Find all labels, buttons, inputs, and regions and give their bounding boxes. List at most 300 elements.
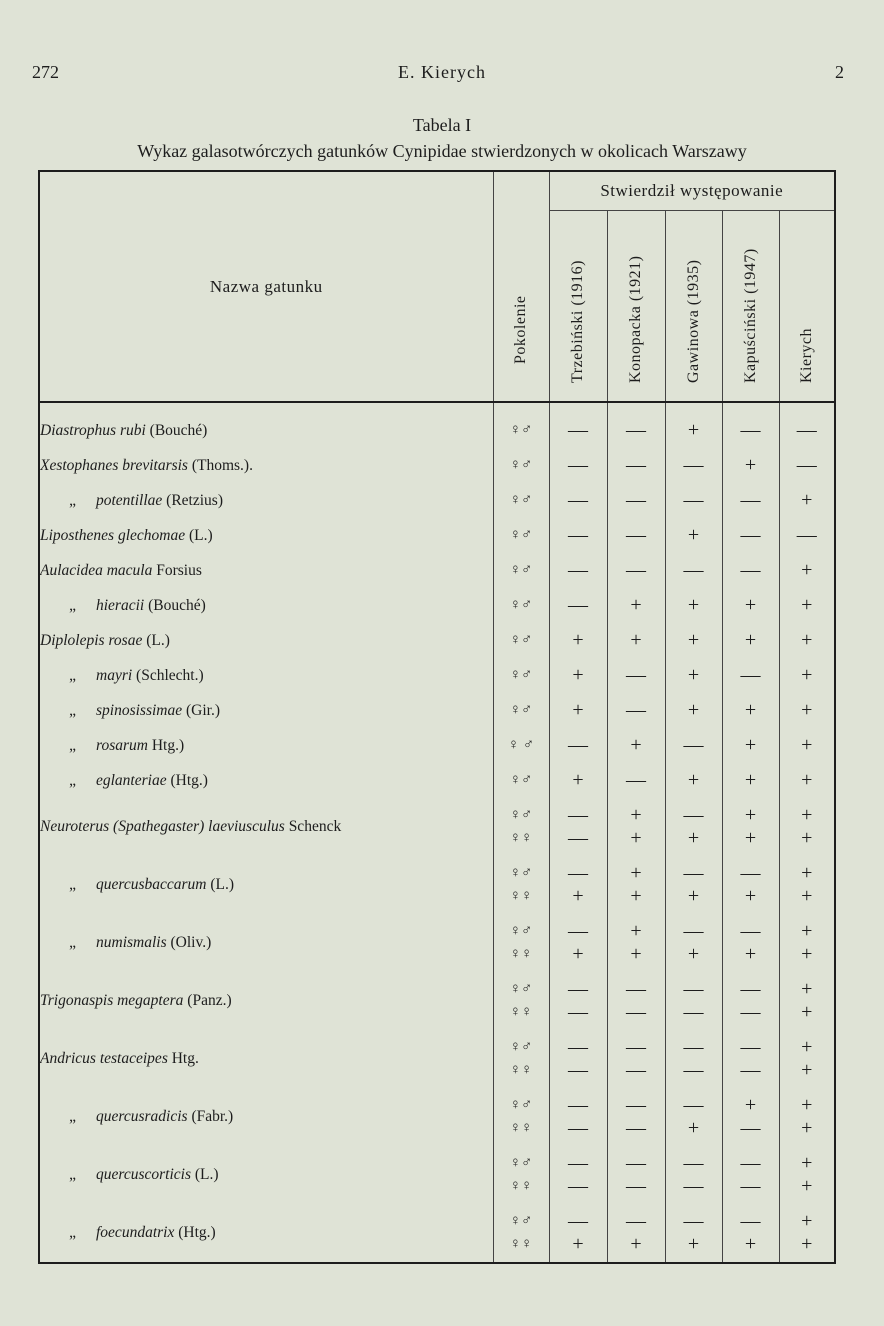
- occurrence-cell: [549, 693, 607, 728]
- generation-cell: [493, 914, 549, 972]
- generation-symbol: ♀♂: [509, 562, 533, 578]
- species-epithet: quercusradicis: [96, 1108, 188, 1125]
- occurrence-mark: +: [687, 664, 700, 686]
- table-row: [39, 518, 835, 553]
- generation-cell: [493, 448, 549, 483]
- species-author: (Retzius): [166, 491, 223, 509]
- occurrence-mark: —: [683, 804, 704, 826]
- occurrence-mark: —: [626, 454, 646, 476]
- occurrence-cell: [549, 972, 607, 1030]
- occurrence-cell: [607, 518, 665, 553]
- occurrence-cell: [549, 1204, 607, 1263]
- page-header: [0, 56, 884, 86]
- generation-cell: [493, 402, 549, 448]
- occurrence-cell: [722, 483, 779, 518]
- table-row: [39, 658, 835, 693]
- genus-name: Trigonaspis: [40, 992, 114, 1009]
- generation-symbol: ♀♀: [509, 1236, 533, 1252]
- occurrence-mark: +: [572, 664, 584, 686]
- occurrence-cell: [665, 483, 722, 518]
- occurrence-cell: [665, 553, 722, 588]
- occurrence-cell: [722, 658, 779, 693]
- occurrence-cell: [779, 1088, 835, 1146]
- occurrence-cell: [549, 798, 607, 856]
- column-header-observer: Gawinowa (1935): [665, 211, 722, 403]
- column-header-observer: Kapuściński (1947): [722, 211, 779, 403]
- species-name-cell: [39, 1030, 493, 1088]
- occurrence-mark: —: [626, 1117, 646, 1139]
- occurrence-mark: —: [568, 419, 588, 441]
- occurrence-cell: [779, 856, 835, 914]
- occurrence-mark: +: [801, 1117, 813, 1139]
- occurrence-cell: [779, 914, 835, 972]
- generation-cell: [493, 728, 549, 763]
- table-row: [39, 856, 835, 914]
- genus-name: Diplolepis: [40, 631, 105, 649]
- occurrence-mark: +: [744, 1233, 757, 1255]
- occurrence-cell: [779, 623, 835, 658]
- table-row: [39, 1030, 835, 1088]
- species-table: [38, 170, 836, 1264]
- occurrence-mark: +: [687, 419, 700, 441]
- species-epithet: brevitarsis: [122, 456, 188, 474]
- occurrence-mark: +: [630, 943, 642, 965]
- generation-cell: [493, 972, 549, 1030]
- occurrence-mark: +: [572, 699, 584, 721]
- occurrence-mark: —: [683, 1175, 704, 1197]
- generation-cell: [493, 856, 549, 914]
- occurrence-mark: +: [744, 943, 757, 965]
- occurrence-mark: —: [740, 1036, 761, 1058]
- generation-symbol: ♀♂: [509, 527, 533, 543]
- occurrence-mark: +: [801, 769, 813, 791]
- occurrence-cell: [722, 1088, 779, 1146]
- column-header-species-name: Nazwa gatunku: [39, 171, 493, 402]
- occurrence-cell: [549, 1030, 607, 1088]
- occurrence-cell: [607, 914, 665, 972]
- occurrence-mark: —: [568, 804, 588, 826]
- species-epithet: rosae: [108, 631, 143, 649]
- occurrence-mark: —: [626, 769, 646, 791]
- occurrence-mark: —: [568, 524, 588, 546]
- species-author: (Fabr.): [191, 1108, 234, 1125]
- occurrence-cell: [607, 402, 665, 448]
- occurrence-mark: —: [626, 664, 646, 686]
- occurrence-cell: [779, 402, 835, 448]
- species-epithet: rosarum: [96, 736, 148, 754]
- occurrence-mark: —: [740, 664, 761, 686]
- occurrence-cell: [779, 588, 835, 623]
- occurrence-cell: [722, 763, 779, 798]
- occurrence-mark: +: [801, 489, 813, 511]
- occurrence-cell: [549, 856, 607, 914]
- table-row: [39, 623, 835, 658]
- occurrence-mark: +: [744, 769, 757, 791]
- generation-cell: [493, 623, 549, 658]
- table-row: [39, 914, 835, 972]
- occurrence-cell: [549, 483, 607, 518]
- occurrence-mark: —: [740, 1001, 761, 1023]
- occurrence-cell: [722, 448, 779, 483]
- generation-symbol: ♀♂: [509, 1039, 533, 1055]
- occurrence-cell: [722, 798, 779, 856]
- species-epithet: rubi: [119, 421, 146, 439]
- species-author: Forsius: [156, 561, 202, 579]
- table-row: [39, 728, 835, 763]
- occurrence-mark: +: [572, 885, 584, 907]
- occurrence-mark: +: [801, 559, 813, 581]
- occurrence-mark: +: [630, 827, 642, 849]
- occurrence-cell: [549, 658, 607, 693]
- occurrence-cell: [722, 518, 779, 553]
- occurrence-cell: [665, 1030, 722, 1088]
- species-author: (Bouché): [149, 421, 208, 439]
- occurrence-cell: [665, 518, 722, 553]
- generation-symbol: ♀♂: [509, 492, 533, 508]
- occurrence-mark: +: [687, 827, 700, 849]
- occurrence-cell: [665, 1146, 722, 1204]
- occurrence-mark: +: [801, 920, 813, 942]
- occurrence-mark: +: [744, 699, 757, 721]
- generation-symbol: ♀♂: [509, 981, 533, 997]
- occurrence-cell: [779, 972, 835, 1030]
- occurrence-cell: [607, 856, 665, 914]
- species-author: Htg.): [151, 736, 185, 754]
- occurrence-mark: +: [801, 734, 813, 756]
- occurrence-mark: —: [568, 1175, 588, 1197]
- generation-cell: [493, 798, 549, 856]
- occurrence-cell: [665, 448, 722, 483]
- occurrence-cell: [607, 553, 665, 588]
- occurrence-mark: +: [630, 804, 642, 826]
- occurrence-mark: —: [740, 1152, 761, 1174]
- species-author: (Oliv.): [170, 934, 212, 951]
- occurrence-mark: +: [687, 1233, 700, 1255]
- table-body: [39, 402, 835, 1263]
- ditto-mark: „: [69, 666, 76, 684]
- generation-symbol: ♀♂: [509, 1213, 533, 1229]
- generation-symbol: ♀♂: [509, 772, 533, 788]
- occurrence-mark: +: [801, 1152, 813, 1174]
- occurrence-mark: +: [801, 827, 813, 849]
- species-author: (L.): [210, 876, 235, 893]
- occurrence-cell: [607, 588, 665, 623]
- occurrence-mark: +: [572, 1233, 584, 1255]
- occurrence-cell: [779, 728, 835, 763]
- generation-symbol: ♀♂: [509, 667, 533, 683]
- occurrence-mark: —: [568, 559, 588, 581]
- occurrence-mark: —: [568, 1152, 588, 1174]
- occurrence-cell: [607, 483, 665, 518]
- occurrence-mark: —: [568, 1094, 588, 1116]
- generation-symbol: ♀♀: [509, 1004, 533, 1020]
- occurrence-cell: [779, 483, 835, 518]
- occurrence-cell: [665, 1204, 722, 1263]
- species-name-cell: [39, 914, 493, 972]
- generation-symbol: ♀♂: [509, 807, 533, 823]
- occurrence-cell: [779, 1146, 835, 1204]
- occurrence-cell: [549, 588, 607, 623]
- column-header-observer: Kierych: [779, 211, 835, 403]
- occurrence-cell: [722, 553, 779, 588]
- species-name-cell: [39, 1088, 493, 1146]
- occurrence-cell: [665, 856, 722, 914]
- occurrence-mark: +: [572, 943, 584, 965]
- occurrence-mark: —: [683, 862, 704, 884]
- species-name-cell: [39, 763, 493, 798]
- occurrence-mark: +: [687, 885, 700, 907]
- occurrence-mark: —: [796, 419, 817, 441]
- occurrence-cell: [722, 623, 779, 658]
- occurrence-cell: [549, 518, 607, 553]
- species-author: (L.): [194, 1166, 219, 1183]
- occurrence-cell: [779, 448, 835, 483]
- occurrence-mark: —: [568, 489, 588, 511]
- occurrence-mark: —: [740, 489, 761, 511]
- occurrence-mark: +: [630, 734, 642, 756]
- generation-symbol: ♀♀: [509, 1120, 533, 1136]
- species-name-cell: [39, 518, 493, 553]
- generation-symbol: ♀♂: [509, 1155, 533, 1171]
- occurrence-cell: [549, 914, 607, 972]
- occurrence-mark: —: [568, 594, 588, 616]
- occurrence-cell: [607, 763, 665, 798]
- occurrence-mark: —: [683, 1036, 704, 1058]
- occurrence-cell: [607, 693, 665, 728]
- occurrence-mark: —: [683, 1094, 704, 1116]
- generation-cell: [493, 763, 549, 798]
- occurrence-cell: [722, 856, 779, 914]
- occurrence-mark: —: [626, 1152, 646, 1174]
- table-row: [39, 1146, 835, 1204]
- generation-cell: [493, 1030, 549, 1088]
- occurrence-cell: [665, 798, 722, 856]
- occurrence-mark: —: [568, 1036, 588, 1058]
- occurrence-cell: [607, 1030, 665, 1088]
- occurrence-mark: +: [630, 1233, 642, 1255]
- species-author: Schenck: [288, 818, 342, 835]
- generation-cell: [493, 483, 549, 518]
- occurrence-mark: —: [740, 920, 761, 942]
- generation-symbol: ♀♀: [509, 888, 533, 904]
- genus-name: Aulacidea: [40, 561, 103, 579]
- generation-cell: [493, 518, 549, 553]
- occurrence-cell: [722, 728, 779, 763]
- occurrence-mark: +: [801, 943, 813, 965]
- occurrence-cell: [665, 763, 722, 798]
- occurrence-cell: [722, 914, 779, 972]
- species-epithet: spinosissimae: [96, 701, 183, 719]
- occurrence-mark: —: [796, 454, 817, 476]
- ditto-mark: „: [69, 1108, 76, 1125]
- occurrence-cell: [607, 1204, 665, 1263]
- occurrence-mark: —: [683, 1152, 704, 1174]
- species-author: (L.): [146, 631, 170, 649]
- occurrence-mark: —: [568, 1117, 588, 1139]
- running-head-section: 2: [835, 62, 844, 82]
- occurrence-cell: [779, 693, 835, 728]
- occurrence-cell: [779, 1204, 835, 1263]
- species-author: Htg.: [171, 1050, 199, 1067]
- species-epithet: glechomae: [117, 526, 186, 544]
- ditto-mark: „: [69, 1224, 76, 1241]
- species-epithet: eglanteriae: [96, 771, 167, 789]
- species-name-cell: [39, 1204, 493, 1263]
- species-author: (Panz.): [187, 992, 232, 1009]
- occurrence-cell: [549, 728, 607, 763]
- column-group-header: Stwierdził występowanie: [549, 171, 835, 211]
- species-name-cell: [39, 693, 493, 728]
- occurrence-mark: +: [801, 1175, 813, 1197]
- occurrence-mark: —: [740, 1117, 761, 1139]
- occurrence-mark: —: [568, 1001, 588, 1023]
- species-name-cell: [39, 1146, 493, 1204]
- occurrence-cell: [665, 623, 722, 658]
- occurrence-mark: +: [687, 629, 700, 651]
- species-epithet: mayri: [96, 666, 133, 684]
- occurrence-cell: [722, 1204, 779, 1263]
- occurrence-mark: +: [801, 1094, 813, 1116]
- occurrence-mark: +: [801, 1233, 813, 1255]
- occurrence-mark: +: [744, 804, 757, 826]
- occurrence-mark: +: [801, 1210, 813, 1232]
- species-author: (Gir.): [186, 701, 221, 719]
- occurrence-cell: [607, 448, 665, 483]
- generation-symbol: ♀♀: [509, 1178, 533, 1194]
- occurrence-cell: [607, 1146, 665, 1204]
- occurrence-cell: [549, 402, 607, 448]
- generation-cell: [493, 1088, 549, 1146]
- genus-name: Andricus: [40, 1050, 96, 1067]
- column-header-observer: Konopacka (1921): [607, 211, 665, 403]
- table-row: [39, 693, 835, 728]
- occurrence-mark: +: [687, 524, 700, 546]
- occurrence-mark: +: [801, 885, 813, 907]
- species-name-cell: [39, 856, 493, 914]
- occurrence-mark: —: [740, 1059, 761, 1081]
- occurrence-mark: —: [740, 559, 761, 581]
- species-epithet: testaceipes: [99, 1050, 168, 1067]
- generation-cell: [493, 1146, 549, 1204]
- occurrence-cell: [779, 1030, 835, 1088]
- ditto-mark: „: [69, 596, 76, 614]
- occurrence-mark: —: [626, 559, 646, 581]
- occurrence-mark: +: [801, 1036, 813, 1058]
- genus-name: Liposthenes: [40, 526, 115, 544]
- occurrence-mark: —: [626, 1175, 646, 1197]
- column-header-observer: Trzebiński (1916): [549, 211, 607, 403]
- occurrence-mark: +: [687, 699, 700, 721]
- running-head-author: E. Kierych: [398, 62, 486, 82]
- generation-symbol: ♀♂: [509, 923, 533, 939]
- occurrence-cell: [779, 553, 835, 588]
- generation-symbol: ♀♂: [509, 632, 533, 648]
- ditto-mark: „: [69, 934, 76, 951]
- occurrence-cell: [722, 972, 779, 1030]
- ditto-mark: „: [69, 701, 76, 719]
- ditto-mark: „: [69, 736, 76, 754]
- species-epithet: macula: [106, 561, 153, 579]
- occurrence-mark: —: [626, 419, 646, 441]
- occurrence-mark: +: [630, 629, 642, 651]
- species-epithet: numismalis: [96, 934, 167, 951]
- occurrence-mark: —: [568, 827, 588, 849]
- generation-cell: [493, 658, 549, 693]
- occurrence-mark: +: [687, 943, 700, 965]
- occurrence-cell: [722, 588, 779, 623]
- generation-symbol: ♀ ♂: [507, 737, 535, 753]
- species-epithet: potentillae: [96, 491, 163, 509]
- table-row: [39, 553, 835, 588]
- occurrence-mark: +: [801, 1001, 813, 1023]
- occurrence-mark: +: [630, 862, 642, 884]
- occurrence-mark: —: [683, 489, 704, 511]
- occurrence-mark: —: [683, 1210, 704, 1232]
- species-epithet: quercuscorticis: [96, 1166, 191, 1183]
- occurrence-cell: [722, 1030, 779, 1088]
- occurrence-cell: [665, 402, 722, 448]
- occurrence-mark: +: [801, 1059, 813, 1081]
- occurrence-cell: [607, 728, 665, 763]
- ditto-mark: „: [69, 876, 76, 893]
- occurrence-cell: [779, 798, 835, 856]
- occurrence-mark: +: [801, 594, 813, 616]
- occurrence-mark: +: [744, 1094, 757, 1116]
- occurrence-mark: —: [568, 862, 588, 884]
- species-author: (Thoms.).: [191, 456, 253, 474]
- species-name-cell: [39, 658, 493, 693]
- generation-symbol: ♀♂: [509, 597, 533, 613]
- occurrence-mark: +: [744, 594, 757, 616]
- genus-name: Neuroterus (Spathegaster) laeviusculus: [40, 818, 285, 835]
- table-row: [39, 402, 835, 448]
- table-title: Tabela I: [412, 115, 472, 135]
- species-name-cell: [39, 972, 493, 1030]
- ditto-mark: „: [69, 1166, 76, 1183]
- occurrence-mark: —: [683, 1001, 704, 1023]
- occurrence-mark: —: [740, 862, 761, 884]
- occurrence-mark: +: [744, 629, 757, 651]
- occurrence-cell: [549, 448, 607, 483]
- occurrence-mark: +: [572, 629, 584, 651]
- generation-symbol: ♀♀: [509, 1062, 533, 1078]
- occurrence-mark: —: [626, 1059, 646, 1081]
- occurrence-mark: —: [740, 1175, 761, 1197]
- occurrence-mark: +: [744, 885, 757, 907]
- occurrence-mark: +: [630, 885, 642, 907]
- generation-cell: [493, 553, 549, 588]
- occurrence-cell: [665, 914, 722, 972]
- occurrence-mark: —: [740, 524, 761, 546]
- occurrence-cell: [607, 798, 665, 856]
- species-name-cell: [39, 553, 493, 588]
- species-epithet: foecundatrix: [96, 1224, 175, 1241]
- occurrence-mark: +: [801, 804, 813, 826]
- species-author: (Bouché): [148, 596, 206, 614]
- table-subtitle: Wykaz galasotwórczych gatunków Cynipidae stwierdzonych w okolicach Warszawy: [137, 141, 747, 161]
- occurrence-cell: [549, 1146, 607, 1204]
- occurrence-cell: [607, 623, 665, 658]
- occurrence-cell: [665, 728, 722, 763]
- genus-name: Diastrophus: [40, 421, 117, 439]
- generation-symbol: ♀♀: [509, 830, 533, 846]
- occurrence-mark: —: [626, 489, 646, 511]
- occurrence-mark: +: [687, 1117, 700, 1139]
- occurrence-mark: +: [801, 699, 813, 721]
- occurrence-cell: [665, 588, 722, 623]
- generation-symbol: ♀♂: [509, 422, 533, 438]
- table-row: [39, 448, 835, 483]
